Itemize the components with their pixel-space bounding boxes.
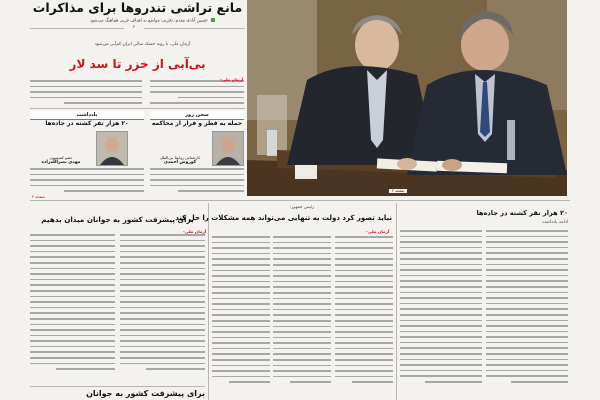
author-photo-nasrollahzadeh <box>96 131 128 166</box>
byline-text: حسین آبادی مقدم، تخریب مواضع به اهداف غربی هماهنگ می‌شود <box>89 18 208 24</box>
divider <box>30 386 205 387</box>
green-square-icon <box>211 18 215 22</box>
sub-kicker: آرمان ملی، با روند خشک سالی ایران کم‌آبی می‌شود <box>94 42 191 47</box>
column-text-qatar <box>150 168 244 194</box>
column-kicker-sokhan: سخن روز <box>150 111 244 120</box>
story-text-roads-continued-right <box>486 230 568 398</box>
main-headline[interactable]: مانع تراشی تندروها برای مذاکرات <box>32 0 243 15</box>
column-headline-roads[interactable]: ۲۰ هزار نفر کشته در جاده‌ها <box>45 120 129 127</box>
story-lead-tag-president: آرمان ملی- <box>366 229 390 234</box>
story-kicker-president: رئیس جمهور: <box>289 205 315 210</box>
story-text-youth-left <box>30 234 115 384</box>
story-text-youth-right <box>120 234 205 384</box>
photo-caption-tag: صفحه ۲ <box>389 189 407 193</box>
story-text-president-col2 <box>273 236 331 398</box>
sub-story-text-right <box>150 80 244 108</box>
sub-story-text-left <box>30 80 142 108</box>
continue-link[interactable]: صفحه ۴ <box>32 194 45 199</box>
story-lead-tag-youth: آرمان ملی- <box>183 229 207 234</box>
sub-headline[interactable]: بی‌آبی از خزر تا سد لار <box>69 57 206 71</box>
column-text-roads <box>30 168 144 194</box>
page-ref-badge: ۳ <box>124 25 144 30</box>
author-name-nasrollahzadeh: مهدی نصرالله‌زاده <box>41 160 81 165</box>
sub-story-lead-tag: آرمان ملی- <box>220 77 244 82</box>
story-text-president-col1 <box>212 236 270 398</box>
author-name-ahmadi: کوروش احمدی <box>163 160 197 165</box>
signing-photo <box>247 0 567 196</box>
story-headline-roads-continued[interactable]: ۲۰ هزار نفر کشته در جاده‌ها <box>476 209 568 217</box>
story-text-roads-continued-left <box>400 230 482 398</box>
column-rule <box>208 203 209 400</box>
column-rule <box>396 203 397 400</box>
column-headline-qatar[interactable]: حمله به قطر و فرار از محاکمه <box>151 120 243 127</box>
author-title-ahmadi: کارشناس روابط بین‌الملل <box>159 155 201 160</box>
author-photo-ahmadi <box>212 131 244 166</box>
story-headline-youth[interactable]: برای پیشرفت کشور به جوانان میدان بدهیم <box>41 215 194 224</box>
divider <box>30 200 570 201</box>
main-byline <box>60 18 245 24</box>
story-text-president-col3 <box>335 236 393 398</box>
story-kicker-continued: ادامه یادداشت <box>541 220 568 225</box>
teaser-headline[interactable]: برای پیشرفت کشور به جوانان <box>86 389 205 398</box>
author-title-nasrollahzadeh: عضو کمیسیون <box>49 155 73 160</box>
story-headline-president[interactable]: نباید تصور کرد دولت به تنهایی می‌تواند همه مشکلات را حل کند <box>175 214 392 222</box>
signing-photo-illustration <box>247 0 567 196</box>
column-kicker-yaddasht: یادداشت <box>30 111 144 120</box>
divider <box>30 108 245 109</box>
